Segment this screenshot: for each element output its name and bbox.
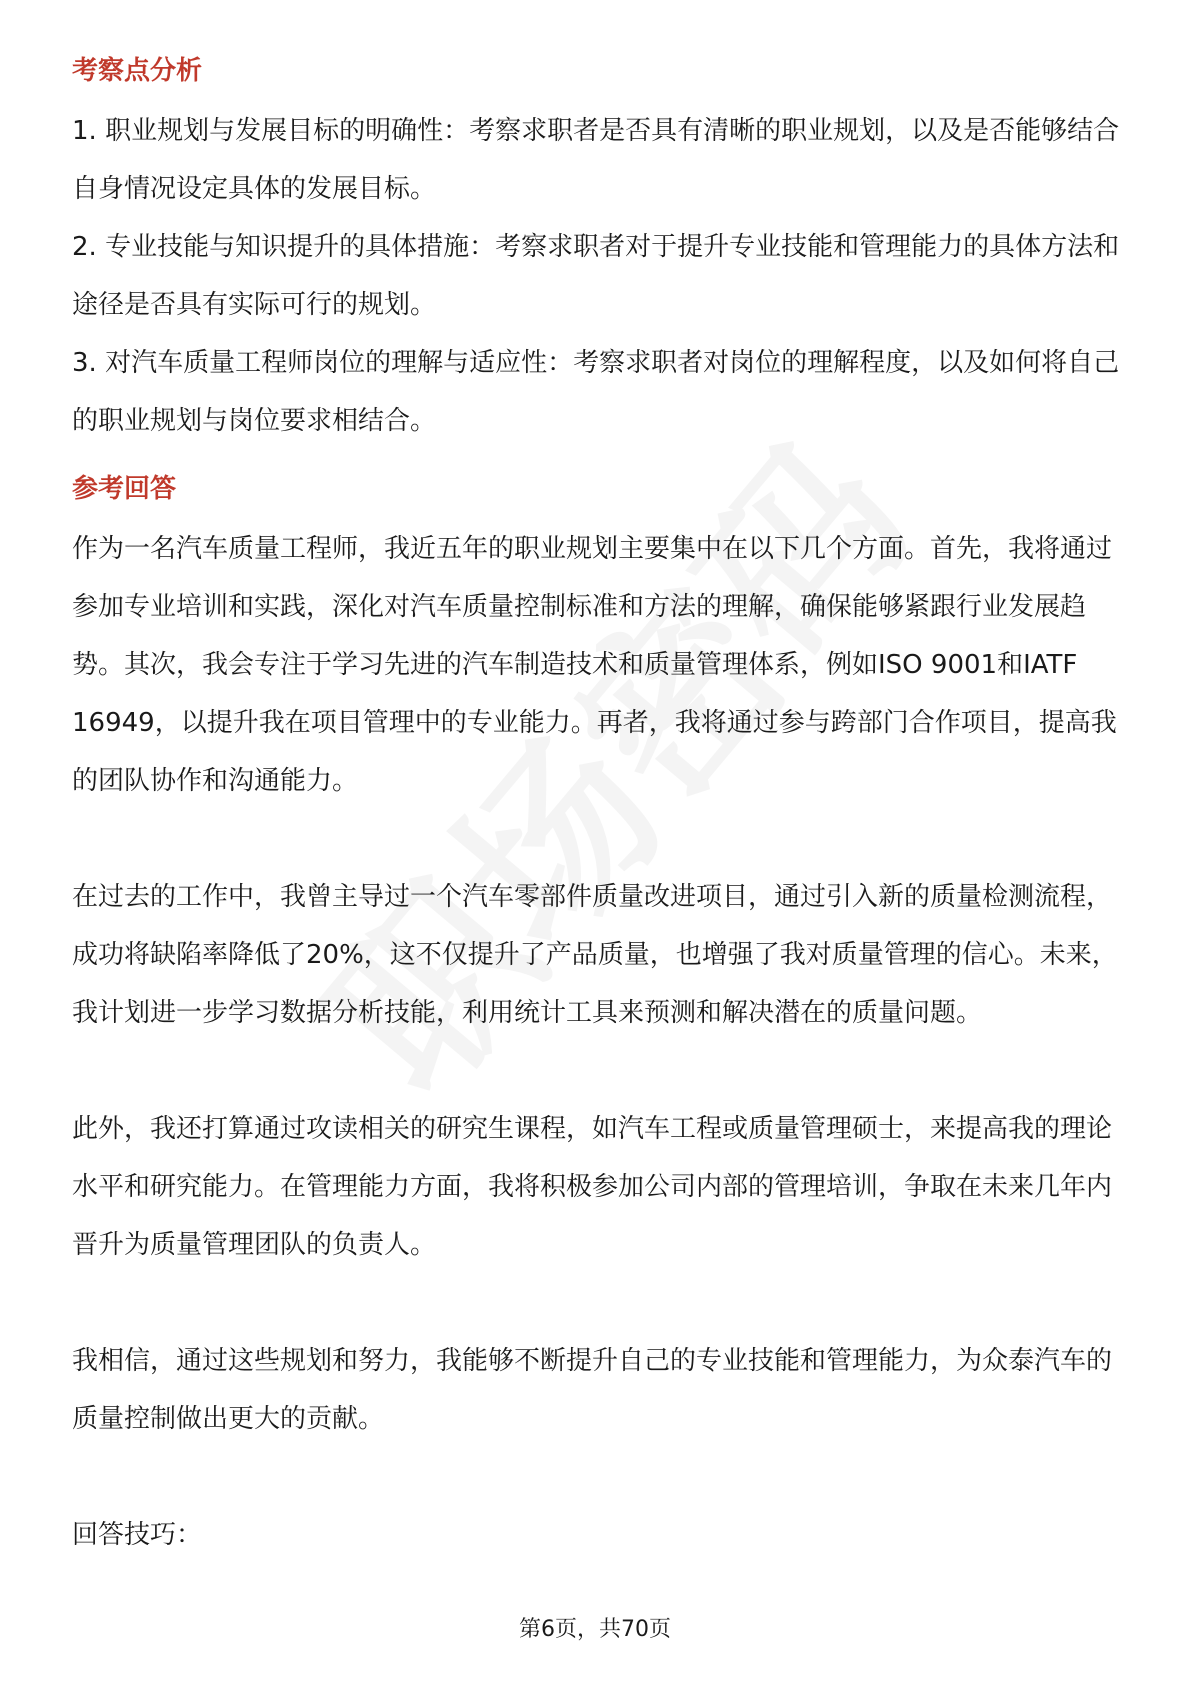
analysis-item-3: 3. 对汽车质量工程师岗位的理解与适应性：考察求职者对岗位的理解程度，以及如何将自己的职业规划与岗位要求相结合。 (72, 348, 1120, 436)
analysis-heading: 考察点分析 (72, 56, 203, 86)
page-number: 第6页，共70页 (519, 1617, 671, 1642)
reference-heading: 参考回答 (72, 474, 177, 504)
analysis-item-1: 1. 职业规划与发展目标的明确性：考察求职者是否具有清晰的职业规划，以及是否能够结合自身情况设定具体的发展目标。 (72, 116, 1120, 204)
reference-paragraph-4: 我相信，通过这些规划和努力，我能够不断提升自己的专业技能和管理能力，为众泰汽车的质量控制做出更大的贡献。 (72, 1346, 1113, 1434)
reference-paragraph-2: 在过去的工作中，我曾主导过一个汽车零部件质量改进项目，通过引入新的质量检测流程，成功将缺陷率降低了20%，这不仅提升了产品质量，也增强了我对质量管理的信心。未来，我计划进一步学习数据分析技能，利用统计工具来预测和解决潜在的质量问题。 (72, 882, 1118, 1028)
analysis-item-2: 2. 专业技能与知识提升的具体措施：考察求职者对于提升专业技能和管理能力的具体方法和途径是否具有实际可行的规划。 (72, 232, 1120, 320)
reference-paragraph-3: 此外，我还打算通过攻读相关的研究生课程，如汽车工程或质量管理硕士，来提高我的理论水平和研究能力。在管理能力方面，我将积极参加公司内部的管理培训，争取在未来几年内晋升为质量管理团队的负责人。 (72, 1114, 1113, 1260)
reference-paragraph-1: 作为一名汽车质量工程师，我近五年的职业规划主要集中在以下几个方面。首先，我将通过参加专业培训和实践，深化对汽车质量控制标准和方法的理解，确保能够紧跟行业发展趋势。其次，我会专注于学习先进的汽车制造技术和质量管理体系，例如ISO 9001和IATF 16949，以提升我在项目管理中的专业能力。再者，我将通过参与跨部门合作项目，提高我的团队协作和沟通能力。 (72, 534, 1117, 796)
page-content (72, 48, 1122, 1564)
answer-tips-label: 回答技巧： (72, 1520, 203, 1550)
